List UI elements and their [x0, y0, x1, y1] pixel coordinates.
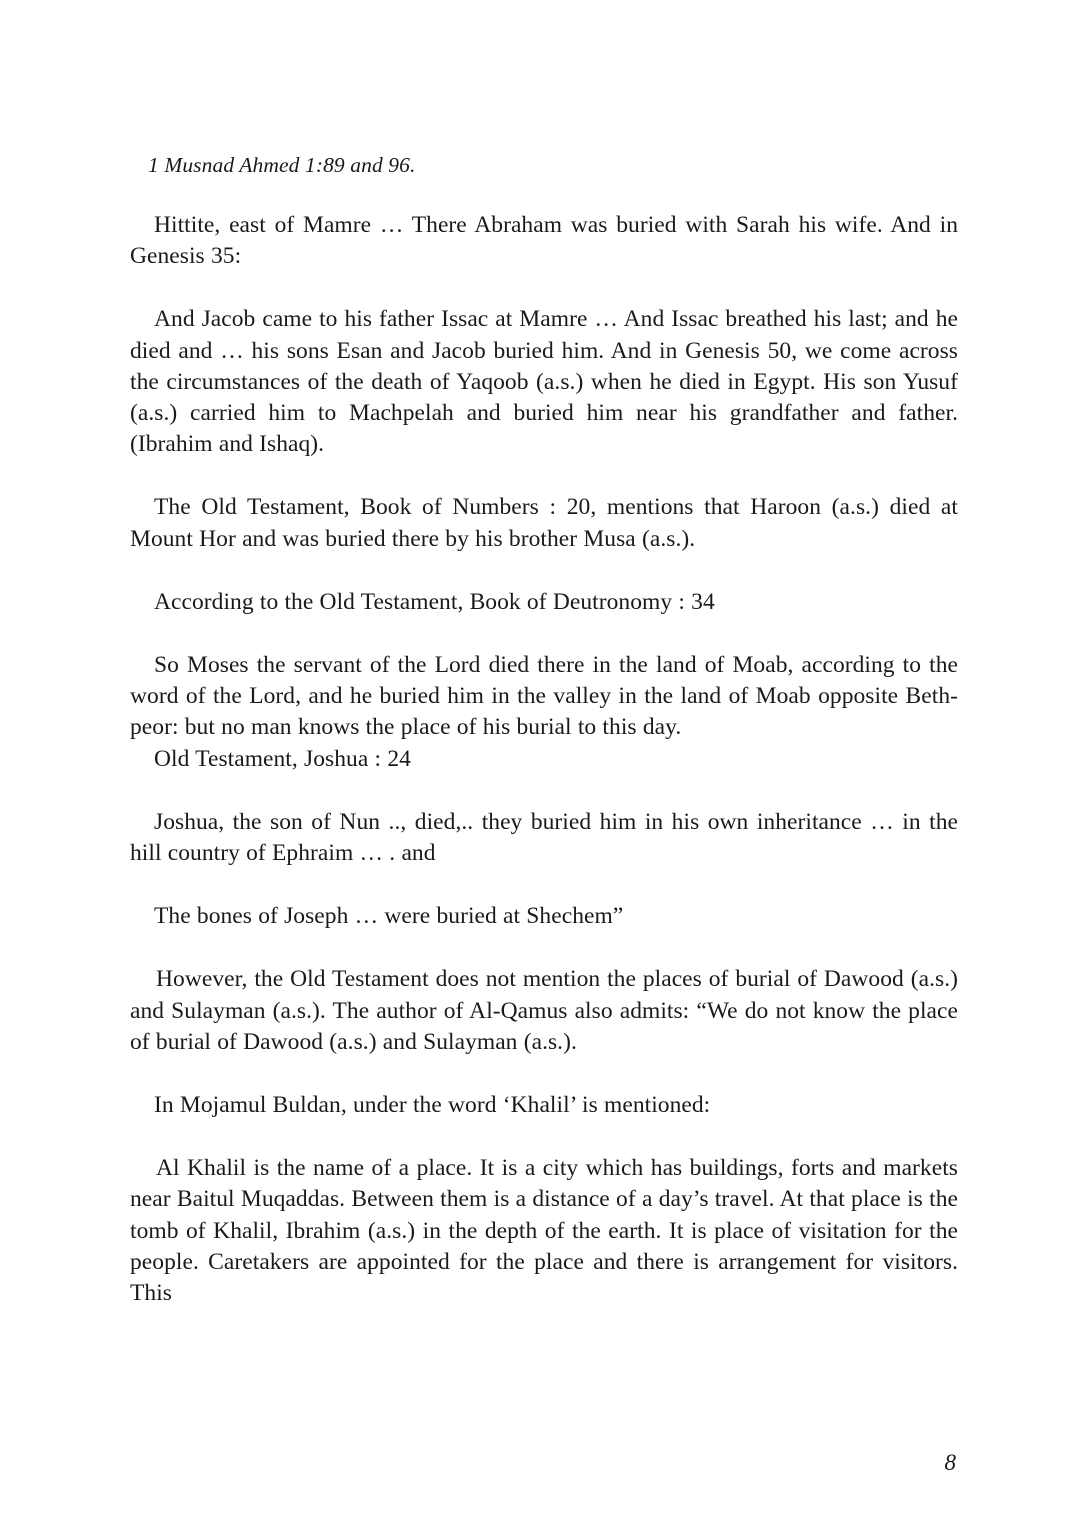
- page-text-column: [130, 150, 958, 1309]
- paragraph-deutronomy-heading: According to the Old Testament, Book of Deutronomy : 34: [154, 588, 715, 615]
- paragraph-dawood-sulayman: However, the Old Testament does not mention the places of burial of Dawood (a.s.) and Sulayman (a.s.). The author of Al-Qamus also admits: “We do not know the place of burial of Dawood (a.s.) and Sulayman (a.s.).: [130, 966, 958, 1055]
- paragraph-mojamul-buldan: In Mojamul Buldan, under the word ‘Khalil’ is mentioned:: [154, 1092, 711, 1119]
- footnote-reference: 1 Musnad Ahmed 1:89 and 96.: [148, 153, 416, 177]
- paragraph-joshua-reference: Old Testament, Joshua : 24: [154, 745, 411, 772]
- paragraph-book-of-numbers-haroon: The Old Testament, Book of Numbers : 20, mentions that Haroon (a.s.) died at Mount Hor and was buried there by his brother Musa (a.s.).: [130, 494, 958, 552]
- paragraph-hittite-mamre: Hittite, east of Mamre … There Abraham was buried with Sarah his wife. And in Genesis 35:: [130, 212, 958, 270]
- page-number: 8: [944, 1450, 956, 1475]
- paragraph-joshua-son-of-nun: Joshua, the son of Nun .., died,.. they buried him in his own inheritance … in the hill country of Ephraim … . and: [130, 808, 958, 867]
- paragraph-al-khalil-place: Al Khalil is the name of a place. It is a city which has buildings, forts and markets near Baitul Muqaddas. Between them is a distance of a day’s travel. At that place is the tomb of Khalil, Ibrahim (a.s.) in the depth of the earth. It is place of visitation for the people. Caretakers are appointed for the place and there is arrangement for visitors. This: [130, 1155, 958, 1307]
- paragraph-bones-of-joseph: The bones of Joseph … were buried at Shechem”: [154, 903, 624, 930]
- paragraph-moses-moab: So Moses the servant of the Lord died there in the land of Moab, according to the word of the Lord, and he buried him in the valley in the land of Moab opposite Beth-peor: but no man knows the place of his burial to this day.: [130, 652, 958, 741]
- paragraph-jacob-issac-mamre: And Jacob came to his father Issac at Mamre … And Issac breathed his last; and he died and … his sons Esan and Jacob buried him. And in Genesis 50, we come across the circumstances of the death of Yaqoob (a.s.) when he died in Egypt. His son Yusuf (a.s.) carried him to Machpelah and buried him near his grandfather and father. (Ibrahim and Ishaq).: [130, 306, 958, 458]
